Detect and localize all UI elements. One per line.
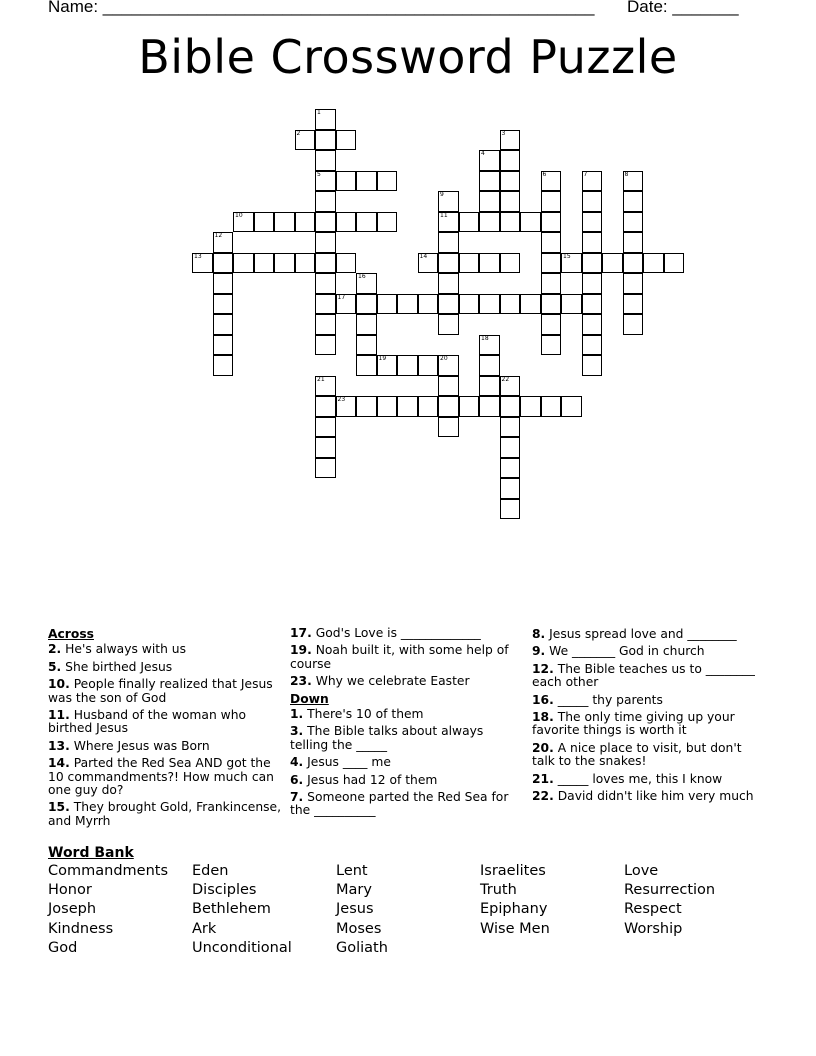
grid-cell[interactable] xyxy=(438,355,459,376)
grid-cell[interactable] xyxy=(356,294,377,315)
page-title: Bible Crossword Puzzle xyxy=(138,30,678,84)
word-bank-word: Israelites xyxy=(480,863,546,879)
grid-cell[interactable] xyxy=(623,273,644,294)
clue-number: 19 xyxy=(378,355,387,362)
grid-cell[interactable] xyxy=(315,376,336,397)
grid-cell[interactable] xyxy=(582,191,603,212)
clue-item-number: 14. xyxy=(48,756,70,771)
grid-cell[interactable] xyxy=(643,253,664,274)
grid-cell[interactable] xyxy=(274,212,295,233)
clue-item-text: The Bible teaches us to ________ each other xyxy=(532,661,755,690)
clue-column-2 xyxy=(290,627,520,822)
clue-number: 22 xyxy=(501,375,510,383)
clue-item-text: Jesus spread love and ________ xyxy=(545,627,737,641)
word-bank-column xyxy=(624,862,715,939)
clue-number: 11 xyxy=(440,211,448,219)
word-bank-word: Goliath xyxy=(336,939,388,956)
grid-cell[interactable] xyxy=(541,253,562,274)
word-bank-word: Mary xyxy=(336,882,372,899)
grid-cell[interactable] xyxy=(582,335,603,356)
clue-number: 6 xyxy=(542,170,547,178)
grid-cell[interactable] xyxy=(582,171,603,192)
clue-item-number: 21. xyxy=(532,771,554,786)
clue-item xyxy=(532,694,764,707)
clue-column-1 xyxy=(48,628,282,832)
word-bank-word: Bethlehem xyxy=(192,901,271,918)
grid-cell[interactable] xyxy=(356,314,377,335)
grid-cell[interactable] xyxy=(377,212,398,233)
grid-cell[interactable] xyxy=(315,314,336,335)
grid-cell[interactable] xyxy=(315,232,336,253)
grid-cell[interactable] xyxy=(315,109,336,130)
clue-item-number: 16. xyxy=(532,692,554,707)
grid-cell[interactable] xyxy=(336,171,357,192)
word-bank-word: Truth xyxy=(480,882,517,899)
grid-cell[interactable] xyxy=(479,171,500,192)
grid-cell[interactable] xyxy=(541,396,562,417)
grid-cell[interactable] xyxy=(500,171,521,192)
clue-number: 1 xyxy=(317,109,321,116)
grid-cell[interactable] xyxy=(315,417,336,438)
grid-cell[interactable] xyxy=(664,253,685,274)
grid-cell[interactable] xyxy=(500,458,521,479)
clue-number: 9 xyxy=(440,191,444,198)
word-bank-word: Jesus xyxy=(336,901,374,918)
grid-cell[interactable] xyxy=(479,253,500,274)
clue-item xyxy=(48,740,282,753)
clue-column-3 xyxy=(532,628,764,807)
grid-cell[interactable] xyxy=(315,294,336,315)
clue-item xyxy=(290,774,520,787)
grid-cell[interactable] xyxy=(438,396,459,417)
grid-cell[interactable] xyxy=(541,314,562,335)
word-bank-word: Respect xyxy=(624,901,682,918)
grid-cell[interactable] xyxy=(295,253,316,274)
grid-cell[interactable] xyxy=(336,253,357,274)
clue-number: 5 xyxy=(317,170,321,178)
grid-cell[interactable] xyxy=(500,294,521,315)
clue-item-text: Where Jesus was Born xyxy=(69,738,210,753)
clue-item xyxy=(48,661,282,674)
clue-item-text: People finally realized that Jesus was the son of God xyxy=(48,677,273,705)
clue-item-text: Someone parted the Red Sea for the __________ xyxy=(290,790,509,818)
grid-cell[interactable] xyxy=(356,273,377,294)
clue-item xyxy=(290,725,520,752)
grid-cell[interactable] xyxy=(356,396,377,417)
grid-cell[interactable] xyxy=(541,212,562,233)
clue-item-text: Noah built it, with some help of course xyxy=(290,643,509,671)
grid-cell[interactable] xyxy=(541,294,562,315)
grid-cell[interactable] xyxy=(397,396,418,417)
name-field-label: Name: ____________________________________________________ xyxy=(48,0,595,16)
clue-item-number: 23. xyxy=(290,674,312,689)
clue-item-number: 7. xyxy=(290,790,304,805)
word-bank-column xyxy=(480,862,550,939)
grid-cell[interactable] xyxy=(623,171,644,192)
grid-cell[interactable] xyxy=(295,212,316,233)
grid-cell[interactable] xyxy=(623,212,644,233)
clue-number: 20 xyxy=(440,355,448,362)
grid-cell[interactable] xyxy=(582,294,603,315)
clue-item xyxy=(532,790,764,803)
clue-item xyxy=(48,757,282,797)
grid-cell[interactable] xyxy=(500,499,521,520)
grid-cell[interactable] xyxy=(438,232,459,253)
clue-item-text: There's 10 of them xyxy=(303,707,424,722)
grid-cell[interactable] xyxy=(315,191,336,212)
clue-item xyxy=(48,643,282,656)
grid-cell[interactable] xyxy=(377,396,398,417)
clue-item-text: We _______ God in church xyxy=(545,644,705,659)
word-bank-word: Joseph xyxy=(48,901,97,918)
grid-cell[interactable] xyxy=(438,294,459,315)
grid-cell[interactable] xyxy=(582,253,603,274)
clue-item xyxy=(532,742,764,769)
grid-cell[interactable] xyxy=(397,294,418,315)
clue-item-text: Husband of the woman who birthed Jesus xyxy=(48,708,247,736)
grid-cell[interactable] xyxy=(479,396,500,417)
clue-number: 8 xyxy=(624,170,629,178)
grid-cell[interactable] xyxy=(295,130,316,151)
word-bank-word: Ark xyxy=(192,920,217,937)
clue-item-number: 19. xyxy=(290,643,312,658)
clue-item-number: 22. xyxy=(532,789,554,804)
grid-cell[interactable] xyxy=(479,191,500,212)
clue-item xyxy=(290,644,520,671)
grid-cell[interactable] xyxy=(356,335,377,356)
clue-number: 16 xyxy=(358,273,366,280)
clue-item xyxy=(532,663,764,690)
clue-item-number: 6. xyxy=(290,772,304,787)
grid-cell[interactable] xyxy=(500,437,521,458)
grid-cell[interactable] xyxy=(213,294,234,315)
grid-cell[interactable] xyxy=(438,376,459,397)
grid-cell[interactable] xyxy=(274,253,295,274)
grid-cell[interactable] xyxy=(541,232,562,253)
grid-cell[interactable] xyxy=(315,150,336,171)
grid-cell[interactable] xyxy=(315,396,336,417)
grid-cell[interactable] xyxy=(336,212,357,233)
grid-cell[interactable] xyxy=(602,253,623,274)
grid-cell[interactable] xyxy=(213,355,234,376)
grid-cell[interactable] xyxy=(418,253,439,274)
word-bank-word: Epiphany xyxy=(480,901,548,918)
word-bank-word: Wise Men xyxy=(480,920,550,937)
grid-cell[interactable] xyxy=(561,396,582,417)
clue-item-text: Why we celebrate Easter xyxy=(311,674,470,689)
clue-item-number: 1. xyxy=(290,707,304,722)
grid-cell[interactable] xyxy=(520,294,541,315)
grid-cell[interactable] xyxy=(438,191,459,212)
clue-item-text: A nice place to visit, but don't talk to the snakes! xyxy=(532,740,742,769)
grid-cell[interactable] xyxy=(356,212,377,233)
word-bank-word: Honor xyxy=(48,882,92,899)
word-bank-word: Love xyxy=(624,863,659,879)
clue-number: 13 xyxy=(194,252,202,260)
clue-item-number: 9. xyxy=(532,644,546,659)
grid-cell[interactable] xyxy=(582,212,603,233)
grid-cell[interactable] xyxy=(541,191,562,212)
clue-item-text: They brought Gold, Frankincense, and Myrrh xyxy=(48,800,281,828)
grid-cell[interactable] xyxy=(233,212,254,233)
grid-cell[interactable] xyxy=(356,171,377,192)
clue-item xyxy=(48,801,282,828)
clue-number: 23 xyxy=(337,396,346,403)
grid-cell[interactable] xyxy=(233,253,254,274)
grid-cell[interactable] xyxy=(561,253,582,274)
grid-cell[interactable] xyxy=(356,355,377,376)
clue-item xyxy=(532,645,764,658)
grid-cell[interactable] xyxy=(500,253,521,274)
grid-cell[interactable] xyxy=(459,253,480,274)
grid-cell[interactable] xyxy=(459,212,480,233)
clue-number: 18 xyxy=(481,334,489,342)
clue-item xyxy=(532,711,764,738)
word-bank-word: Worship xyxy=(624,920,683,937)
grid-cell[interactable] xyxy=(623,191,644,212)
clue-item xyxy=(290,791,520,818)
clue-item-text: Parted the Red Sea AND got the 10 commandments?! How much can one guy do? xyxy=(48,756,274,798)
grid-cell[interactable] xyxy=(500,478,521,499)
clue-item-text: She birthed Jesus xyxy=(61,659,173,674)
clue-item-number: 5. xyxy=(48,659,62,674)
clue-item-number: 18. xyxy=(532,710,554,725)
word-bank-word: Disciples xyxy=(192,882,257,899)
date-field-label: Date: _______ xyxy=(627,0,739,16)
clue-number: 14 xyxy=(419,252,428,260)
grid-cell[interactable] xyxy=(418,355,439,376)
clue-item-text: The only time giving up your favorite things is worth it xyxy=(532,710,735,738)
clue-item-text: David didn't like him very much xyxy=(553,789,754,804)
grid-cell[interactable] xyxy=(459,396,480,417)
grid-cell[interactable] xyxy=(438,417,459,438)
grid-cell[interactable] xyxy=(377,355,398,376)
grid-cell[interactable] xyxy=(520,212,541,233)
grid-cell[interactable] xyxy=(623,232,644,253)
grid-cell[interactable] xyxy=(500,212,521,233)
grid-cell[interactable] xyxy=(500,417,521,438)
word-bank-word: Kindness xyxy=(48,920,114,937)
grid-cell[interactable] xyxy=(315,437,336,458)
grid-cell[interactable] xyxy=(561,294,582,315)
clue-item xyxy=(290,708,520,721)
word-bank-title: Word Bank xyxy=(48,845,134,861)
word-bank-column xyxy=(192,862,292,958)
grid-cell[interactable] xyxy=(336,396,357,417)
grid-cell[interactable] xyxy=(623,294,644,315)
word-bank-word: Resurrection xyxy=(624,882,716,899)
word-bank-column xyxy=(48,862,168,958)
clue-item-number: 15. xyxy=(48,800,70,815)
grid-cell[interactable] xyxy=(213,335,234,356)
clue-item xyxy=(532,773,764,786)
clue-item-text: The Bible talks about always telling the _____ xyxy=(290,724,484,752)
grid-cell[interactable] xyxy=(623,314,644,335)
grid-cell[interactable] xyxy=(479,355,500,376)
grid-cell[interactable] xyxy=(582,232,603,253)
grid-cell[interactable] xyxy=(479,376,500,397)
grid-cell[interactable] xyxy=(623,253,644,274)
word-bank-word: Lent xyxy=(336,863,368,879)
grid-cell[interactable] xyxy=(315,253,336,274)
grid-cell[interactable] xyxy=(418,396,439,417)
clue-item-text: He's always with us xyxy=(61,642,186,657)
grid-cell[interactable] xyxy=(500,191,521,212)
clue-item-number: 11. xyxy=(48,708,70,723)
clue-number: 3 xyxy=(501,129,506,137)
grid-cell[interactable] xyxy=(438,253,459,274)
grid-cell[interactable] xyxy=(438,212,459,233)
grid-cell[interactable] xyxy=(336,130,357,151)
grid-cell[interactable] xyxy=(500,396,521,417)
grid-cell[interactable] xyxy=(582,355,603,376)
grid-cell[interactable] xyxy=(479,335,500,356)
clue-item-text: God's Love is _____________ xyxy=(311,626,481,640)
grid-cell[interactable] xyxy=(438,314,459,335)
grid-cell[interactable] xyxy=(479,150,500,171)
clue-section-heading: Across xyxy=(48,627,94,641)
word-bank-word: Moses xyxy=(336,920,382,937)
grid-cell[interactable] xyxy=(315,212,336,233)
clue-number: 12 xyxy=(214,232,223,239)
grid-cell[interactable] xyxy=(377,294,398,315)
grid-cell[interactable] xyxy=(315,130,336,151)
grid-cell[interactable] xyxy=(500,150,521,171)
grid-cell[interactable] xyxy=(254,253,275,274)
clue-number: 21 xyxy=(317,375,325,383)
clue-item xyxy=(290,756,520,769)
clue-item-number: 4. xyxy=(290,755,304,770)
clue-item-number: 8. xyxy=(532,627,546,641)
grid-cell[interactable] xyxy=(541,273,562,294)
grid-cell[interactable] xyxy=(213,314,234,335)
clue-item-number: 20. xyxy=(532,740,554,755)
clue-item xyxy=(48,709,282,736)
grid-cell[interactable] xyxy=(541,171,562,192)
clue-number: 2 xyxy=(296,129,301,137)
grid-cell[interactable] xyxy=(500,130,521,151)
grid-cell[interactable] xyxy=(213,232,234,253)
clue-item-number: 13. xyxy=(48,738,70,753)
clue-item-number: 10. xyxy=(48,677,70,692)
grid-cell[interactable] xyxy=(459,294,480,315)
clue-item-number: 12. xyxy=(532,661,554,676)
grid-cell[interactable] xyxy=(582,273,603,294)
clue-item-text: Jesus ____ me xyxy=(303,755,391,770)
clue-number: 17 xyxy=(337,293,346,301)
grid-cell[interactable] xyxy=(397,355,418,376)
grid-cell[interactable] xyxy=(315,458,336,479)
grid-cell[interactable] xyxy=(479,212,500,233)
grid-cell[interactable] xyxy=(438,273,459,294)
grid-cell[interactable] xyxy=(377,171,398,192)
grid-cell[interactable] xyxy=(336,294,357,315)
grid-cell[interactable] xyxy=(500,376,521,397)
clue-item xyxy=(290,675,520,688)
clue-item-number: 3. xyxy=(290,724,304,739)
word-bank-word: God xyxy=(48,939,78,956)
grid-cell[interactable] xyxy=(315,171,336,192)
grid-cell[interactable] xyxy=(541,335,562,356)
clue-item-text: Jesus had 12 of them xyxy=(303,772,438,787)
clue-number: 10 xyxy=(235,211,243,219)
grid-cell[interactable] xyxy=(520,396,541,417)
clue-item xyxy=(290,627,520,640)
grid-cell[interactable] xyxy=(192,253,213,274)
grid-cell[interactable] xyxy=(418,294,439,315)
clue-number: 7 xyxy=(583,170,588,178)
clue-item-text: _____ loves me, this I know xyxy=(553,771,723,786)
clue-item xyxy=(48,678,282,705)
word-bank-word: Commandments xyxy=(48,863,169,879)
clue-item-number: 17. xyxy=(290,626,312,640)
grid-cell[interactable] xyxy=(315,335,336,356)
word-bank-column xyxy=(336,862,388,958)
clue-number: 15 xyxy=(563,252,571,260)
clue-item-text: _____ thy parents xyxy=(553,692,663,707)
grid-cell[interactable] xyxy=(213,273,234,294)
grid-cell[interactable] xyxy=(479,294,500,315)
grid-cell[interactable] xyxy=(582,314,603,335)
grid-cell[interactable] xyxy=(254,212,275,233)
grid-cell[interactable] xyxy=(213,253,234,274)
clue-section-heading: Down xyxy=(290,691,329,706)
clue-item-number: 2. xyxy=(48,642,62,657)
clue-item xyxy=(532,628,764,641)
word-bank-word: Eden xyxy=(192,863,229,879)
word-bank-word: Unconditional xyxy=(192,939,292,956)
grid-cell[interactable] xyxy=(315,273,336,294)
clue-number: 4 xyxy=(481,150,485,157)
